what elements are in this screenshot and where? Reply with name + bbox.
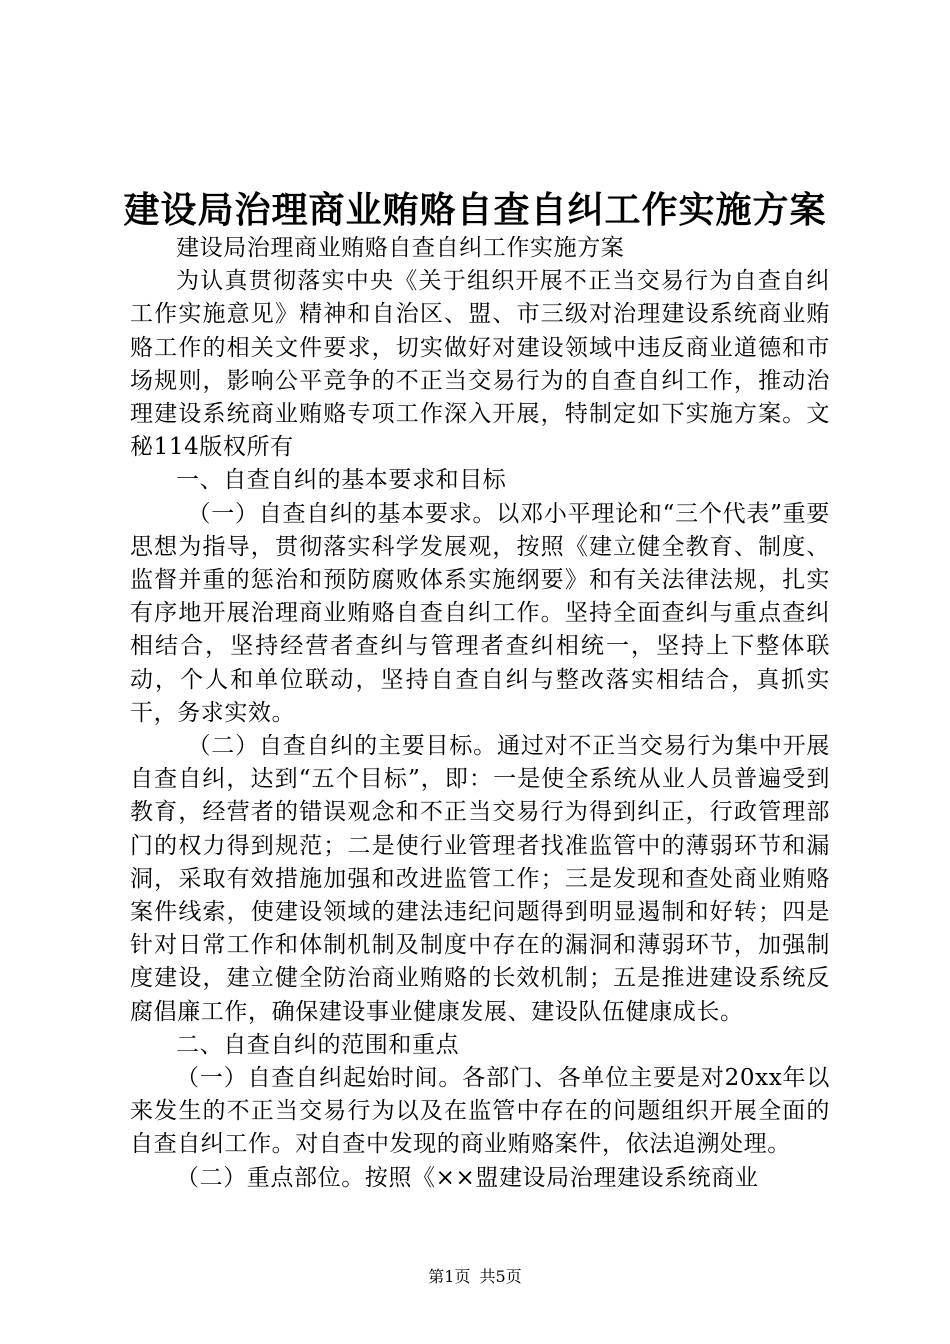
body-paragraph: 为认真贯彻落实中央《关于组织开展不正当交易行为自查自纠工作实施意见》精神和自治区、盟、市三级对治理建设系统商业贿赂工作的相关文件要求，切实做好对建设领域中违反商业道德和市场规则，影响公平竞争的不正当交易行为的自查自纠工作，推动治理建设系统商业贿赂专项工作深入开展，特制定如下实施方案。文秘114版权所有 (130, 268, 830, 461)
page-number: 第1页 (428, 1267, 471, 1286)
document-title: 建设局治理商业贿赂自查自纠工作实施方案 (123, 189, 827, 231)
body-paragraph: （一）自查自纠的基本要求。以邓小平理论和“三个代表”重要思想为指导，贯彻落实科学发展观，按照《建立健全教育、制度、监督并重的惩治和预防腐败体系实施纲要》和有关法律法规，扎实有序地开展治理商业贿赂自查自纠工作。坚持全面查纠与重点查纠相结合，坚持经营者查纠与管理者查纠相统一，坚持上下整体联动，个人和单位联动，坚持自查自纠与整改落实相结合，真抓实干，务求实效。 (130, 500, 830, 726)
section-heading: 二、自查自纠的范围和重点 (176, 1031, 460, 1058)
page-total: 共5页 (479, 1267, 522, 1286)
body-paragraph: （二）重点部位。按照《××盟建设局治理建设系统商业 (176, 1164, 759, 1191)
body-paragraph: 建设局治理商业贿赂自查自纠工作实施方案 (176, 235, 625, 261)
page-footer (0, 1265, 950, 1289)
document-body (130, 232, 830, 1195)
body-paragraph: （一）自查自纠起始时间。各部门、各单位主要是对20xx年以来发生的不正当交易行为以及在监管中存在的问题组织开展全面的自查自纠工作。对自查中发现的商业贿赂案件，依法追溯处理。 (130, 1065, 830, 1158)
section-heading: 一、自查自纠的基本要求和目标 (176, 467, 507, 494)
body-paragraph: （二）自查自纠的主要目标。通过对不正当交易行为集中开展自查自纠，达到“五个目标”，即：一是使全系统从业人员普遍受到教育，经营者的错误观念和不正当交易行为得到纠正，行政管理部门的权力得到规范；二是使行业管理者找准监管中的薄弱环节和漏洞，采取有效措施加强和改进监管工作；三是发现和查处商业贿赂案件线索，使建设领域的建法违纪问题得到明显遏制和好转；四是针对日常工作和体制机制及制度中存在的漏洞和薄弱环节，加强制度建设，建立健全防治商业贿赂的长效机制；五是推进建设系统反腐倡廉工作，确保建设事业健康发展、建设队伍健康成长。 (130, 733, 830, 1025)
